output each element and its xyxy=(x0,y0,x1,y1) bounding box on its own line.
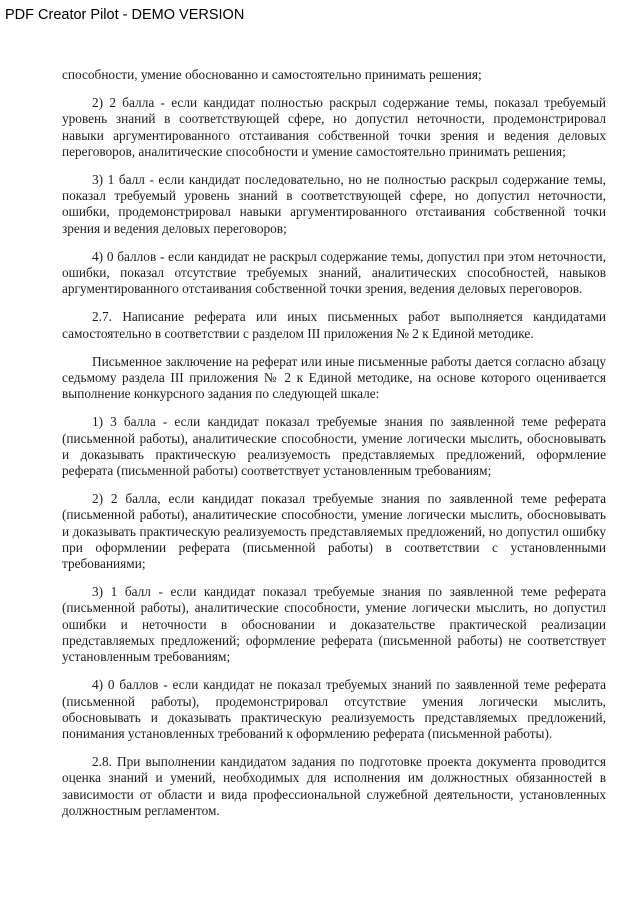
paragraph-score-2: 2) 2 балла - если кандидат полностью раскрыл содержание темы, показал требуемый уровень знаний в соответствующей сфере, но допустил неточности, продемонстрировал навыки аргументированного отстаивания собственной точки зрения и ведения деловых переговоров, аналитические способности и умение самостоятельно принимать решения; xyxy=(62,95,606,159)
demo-watermark: PDF Creator Pilot - DEMO VERSION xyxy=(5,7,245,23)
paragraph-essay-score-2: 2) 2 балла, если кандидат показал требуемые знания по заявленной теме реферата (письменной работы), аналитические способности, умение логически мыслить, обосновывать и доказывать практическую реализуемость представляемых предложений, но допустил ошибку при оформлении реферата (письменной работы) в соответствии с установленными требованиями; xyxy=(62,491,606,572)
paragraph-section-2-7: 2.7. Написание реферата или иных письменных работ выполняется кандидатами самостоятельно в соответствии с разделом III приложения № 2 к Единой методике. xyxy=(62,309,606,341)
paragraph-section-2-8: 2.8. При выполнении кандидатом задания по подготовке проекта документа проводится оценка знаний и умений, необходимых для исполнения им должностных обязанностей в зависимости от области и вида профессиональной служебной деятельности, установленных должностным регламентом. xyxy=(62,754,606,818)
document-page xyxy=(62,67,606,831)
paragraph-essay-score-0: 4) 0 баллов - если кандидат не показал требуемых знаний по заявленной теме реферата (письменной работы), продемонстрировал отсутствие умения логически мыслить, обосновывать и доказывать практическую реализуемость представляемых предложений, понимания установленных требований к оформлению реферата (письменной работы). xyxy=(62,677,606,741)
paragraph-score-1: 3) 1 балл - если кандидат последовательно, но не полностью раскрыл содержание темы, показал требуемый уровень знаний в соответствующей сфере, но допустил неточности, ошибки, продемонстрировал навыки аргументированного отстаивания собственной точки зрения и ведения деловых переговоров; xyxy=(62,172,606,236)
paragraph-continuation: способности, умение обоснованно и самостоятельно принимать решения; xyxy=(62,67,482,82)
paragraph-written-conclusion: Письменное заключение на реферат или иные письменные работы дается согласно абзацу седьмому раздела III приложения № 2 к Единой методике, на основе которого оценивается выполнение конкурсного задания по следующей шкале: xyxy=(62,353,606,402)
paragraph-essay-score-3: 1) 3 балла - если кандидат показал требуемые знания по заявленной теме реферата (письменной работы), аналитические способности, умение логически мыслить, обосновывать и доказывать практическую реализуемость представляемых предложений, оформление реферата (письменной работы) соответствует установленным требованиям; xyxy=(62,414,606,479)
paragraph-score-0: 4) 0 баллов - если кандидат не раскрыл содержание темы, допустил при этом неточности, ошибки, показал отсутствие требуемых знаний, аналитических способностей, навыков аргументированного отстаивания собственной точки зрения, ведения деловых переговоров. xyxy=(62,248,606,297)
paragraph-essay-score-1: 3) 1 балл - если кандидат показал требуемые знания по заявленной теме реферата (письменной работы), аналитические способности, умение логически мыслить, но допустил ошибки и неточности в обосновании и доказательстве практической реализации представляемых предложений; оформление реферата (письменной работы) не соответствует установленным требованиям; xyxy=(62,584,606,665)
